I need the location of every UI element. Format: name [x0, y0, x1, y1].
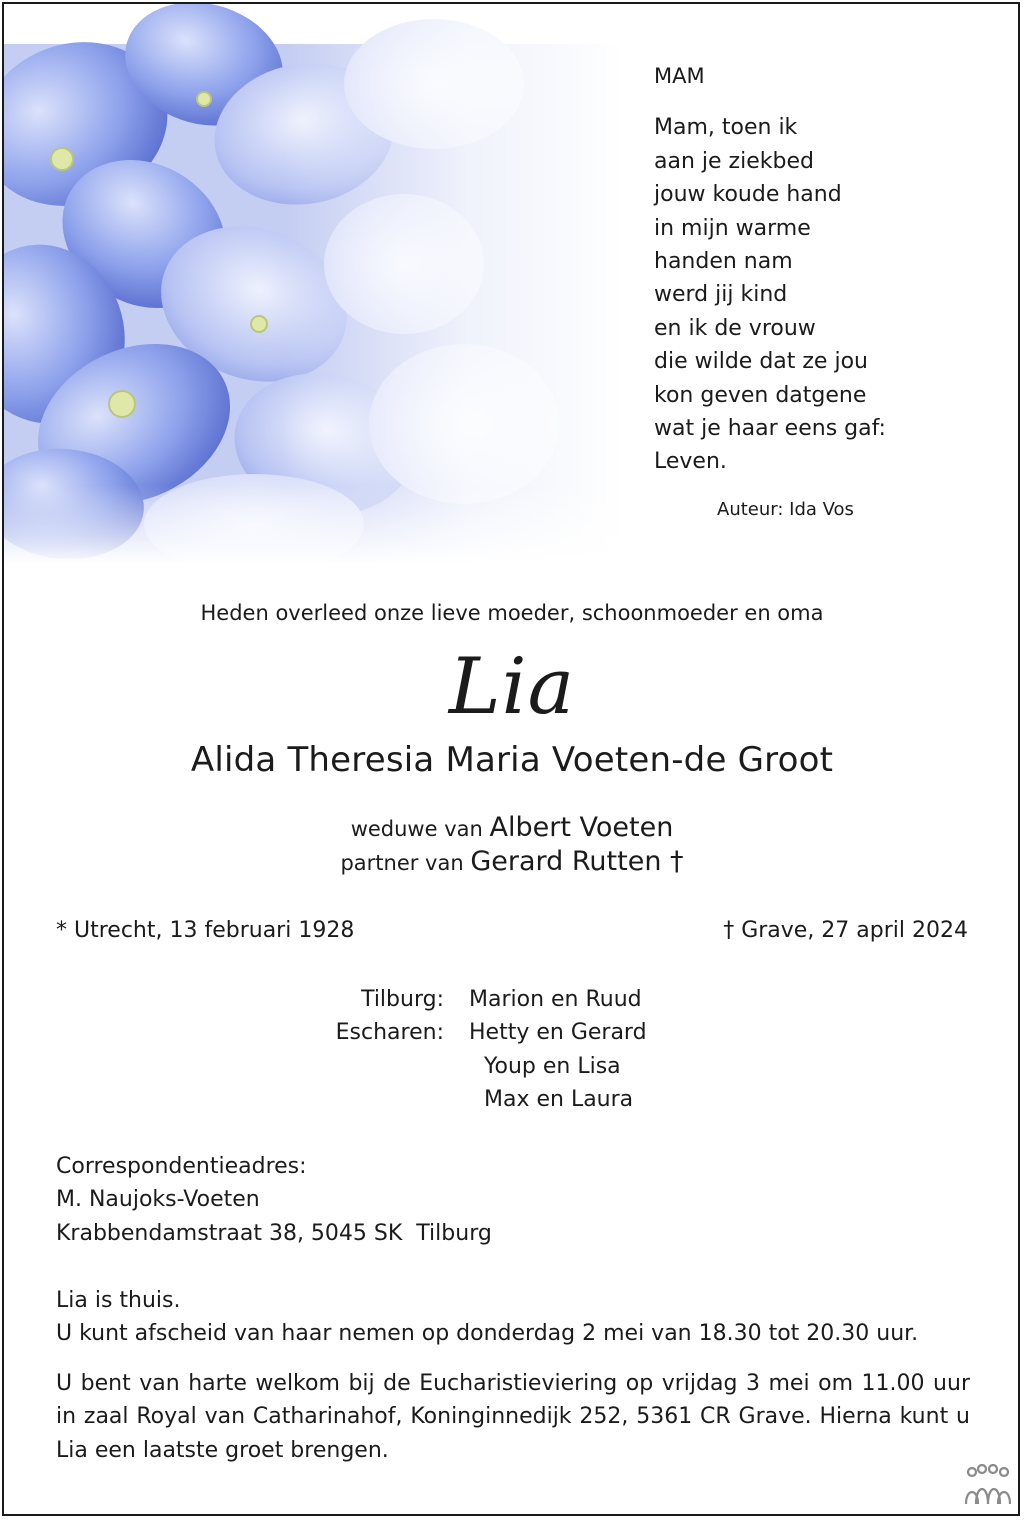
poem-title: MAM: [654, 64, 705, 88]
poem-line: werd jij kind: [654, 282, 788, 308]
death-date: † Grave, 27 april 2024: [723, 918, 968, 943]
birth-date: * Utrecht, 13 februari 1928: [56, 918, 355, 943]
poem-line: aan je ziekbed: [654, 148, 814, 174]
family-place: Escharen:: [335, 1020, 444, 1046]
family-member: Youp en Lisa: [484, 1053, 621, 1079]
relation-prefix: weduwe van: [350, 817, 483, 841]
visitation-info: [56, 1284, 970, 1351]
poem-line: Mam, toen ik: [654, 115, 798, 141]
poem-line: jouw koude hand: [654, 182, 842, 208]
correspondence-street: Krabbendamstraat 38, 5045 SK Tilburg: [56, 1220, 492, 1246]
poem-line: die wilde dat ze jou: [654, 349, 868, 375]
relation-partner: [0, 846, 1024, 877]
family-logo-icon: [962, 1464, 1014, 1508]
relation-name: Albert Voeten: [489, 812, 674, 843]
poem-line: in mijn warme: [654, 215, 811, 241]
family-members: [469, 983, 769, 1117]
family-place: Tilburg:: [361, 987, 444, 1012]
correspondence-label: Correspondentieadres:: [56, 1154, 307, 1179]
correspondence-address: [56, 1150, 970, 1250]
call-name: Lia: [448, 642, 576, 732]
relation-name: Gerard Rutten †: [470, 846, 684, 877]
family-member: Marion en Ruud: [469, 987, 642, 1012]
hydrangea-image: [4, 4, 624, 564]
family-member: Hetty en Gerard: [469, 1020, 647, 1046]
correspondence-name: M. Naujoks-Voeten: [56, 1187, 260, 1213]
poem: [654, 60, 984, 526]
intro-text: Heden overleed onze lieve moeder, schoonmoeder en oma: [200, 601, 824, 625]
poem-line: kon geven datgene: [654, 382, 867, 408]
relation-prefix: partner van: [340, 851, 464, 875]
relation-widow: [0, 812, 1024, 843]
full-name: Alida Theresia Maria Voeten-de Groot: [190, 740, 834, 780]
visitation-line: Lia is thuis.: [56, 1288, 181, 1313]
poem-line: Leven.: [654, 449, 727, 475]
poem-line: en ik de vrouw: [654, 315, 816, 341]
family-member: Max en Laura: [484, 1087, 634, 1113]
service-info: U bent van harte welkom bij de Eucharistieviering op vrijdag 3 mei om 11.00 uur in zaal Royal van Catharinahof, Koninginnedijk 252, 5361 CR Grave. Hierna kunt u Lia een laatste groet brengen.: [56, 1371, 970, 1463]
poem-author: Auteur: Ida Vos: [717, 498, 854, 520]
poem-line: handen nam: [654, 249, 793, 275]
visitation-line: U kunt afscheid van haar nemen op donderdag 2 mei van 18.30 tot 20.30 uur.: [56, 1321, 919, 1347]
poem-line: wat je haar eens gaf:: [654, 416, 886, 442]
